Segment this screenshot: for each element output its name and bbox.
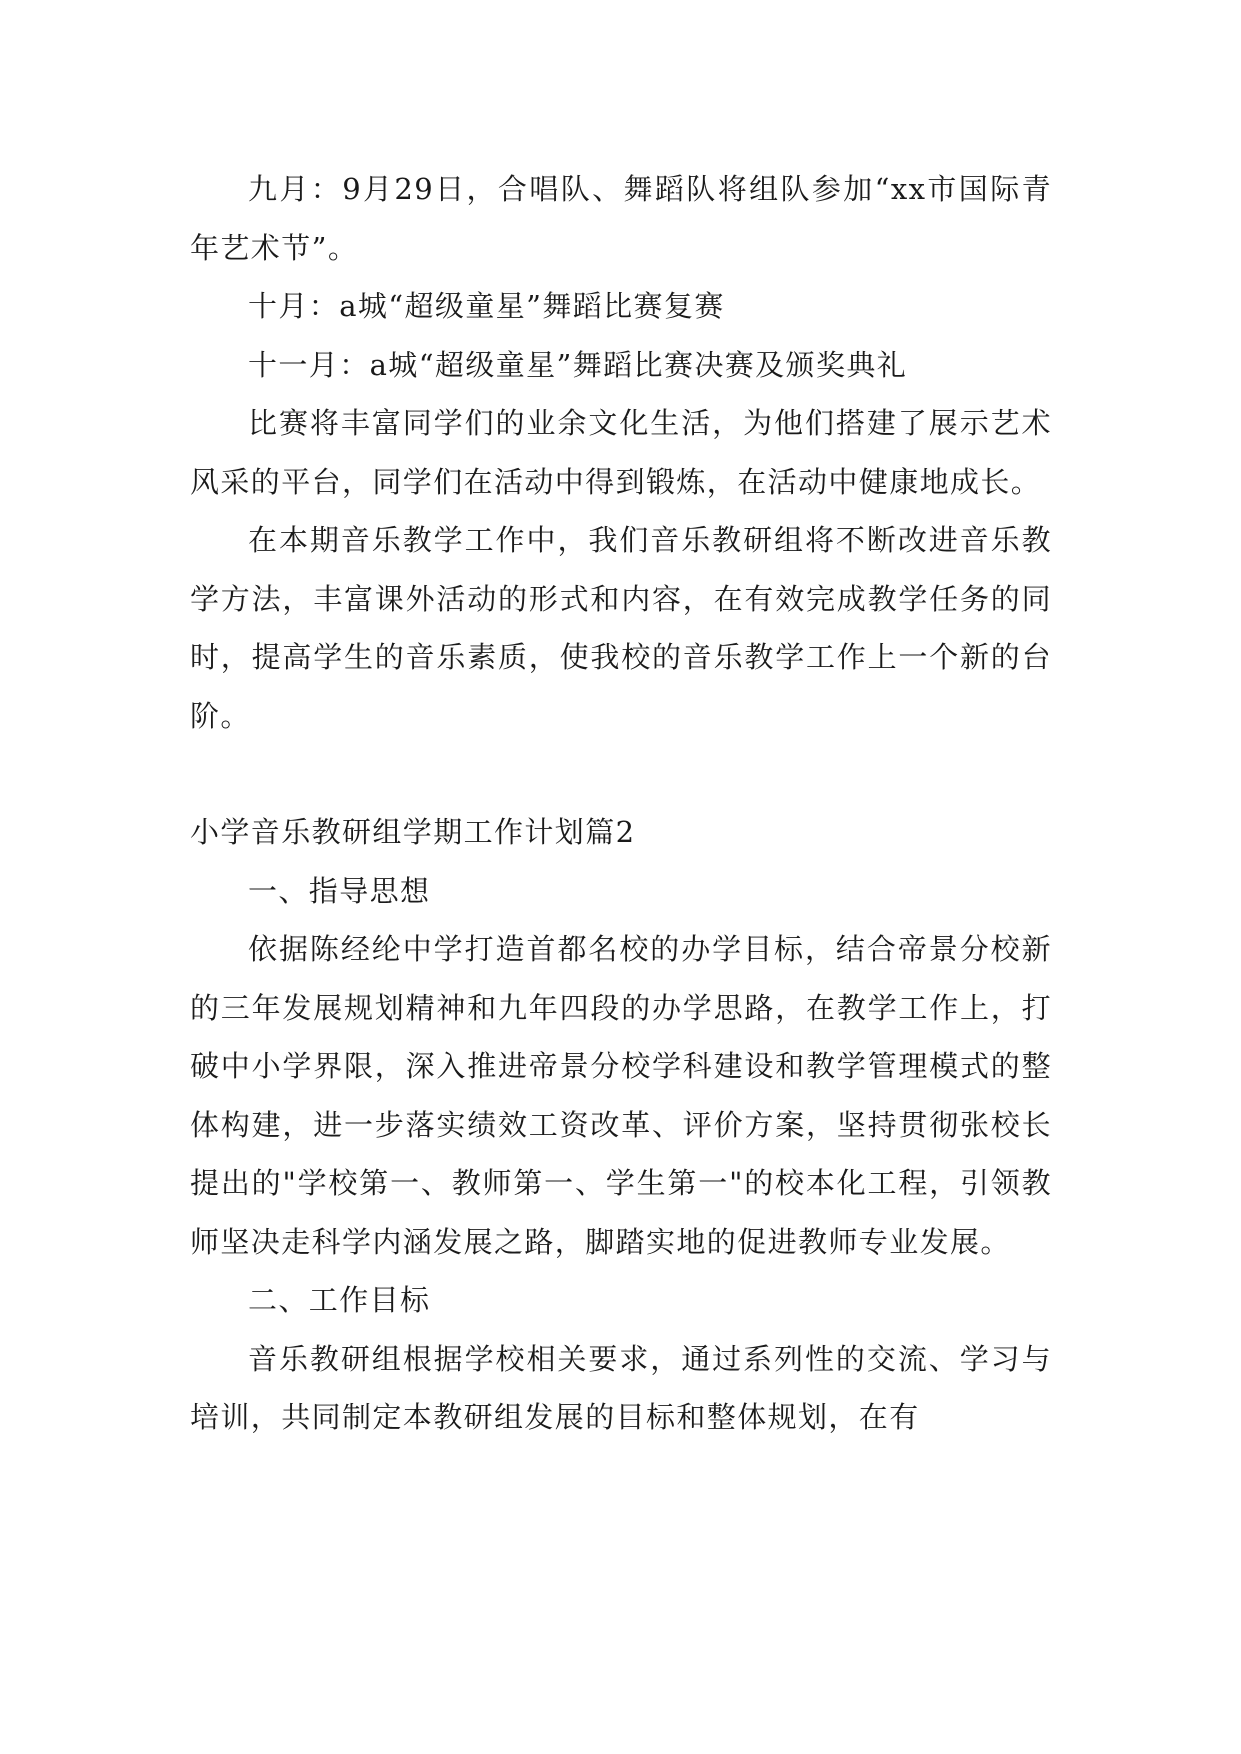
section-title: 小学音乐教研组学期工作计划篇2 [190,815,636,849]
paragraph-work-goals: 音乐教研组根据学校相关要求，通过系列性的交流、学习与培训，共同制定本教研组发展的目标和整体规划，在有 [190,1341,1052,1434]
paragraph-guiding-ideology: 依据陈经纶中学打造首都名校的办学目标，结合帝景分校新的三年发展规划精神和九年四段的办学思路，在教学工作上，打破中小学界限，深入推进帝景分校学科建设和教学管理模式的整体构建，进一步落实绩效工资改革、评价方案，坚持贯彻张校长提出的"学校第一、教师第一、学生第一"的校本化工程，引领教师坚决走科学内涵发展之路，脚踏实地的促进教师专业发展。 [190,932,1052,1259]
section-gap [190,745,1052,803]
paragraph-september: 九月：9月29日，合唱队、舞蹈队将组队参加“xx市国际青年艺术节”。 [190,172,1052,265]
heading-guiding-ideology: 一、指导思想 [248,873,431,908]
document-page [190,160,1052,1447]
paragraph-november: 十一月：a城“超级童星”舞蹈比赛决赛及颁奖典礼 [248,347,908,382]
paragraph-conclusion: 在本期音乐教学工作中，我们音乐教研组将不断改进音乐教学方法，丰富课外活动的形式和内容，在有效完成教学任务的同时，提高学生的音乐素质，使我校的音乐教学工作上一个新的台阶。 [190,523,1052,733]
heading-work-goals: 二、工作目标 [248,1283,431,1317]
paragraph-competition: 比赛将丰富同学们的业余文化生活，为他们搭建了展示艺术风采的平台，同学们在活动中得到锻炼，在活动中健康地成长。 [190,406,1052,499]
paragraph-october: 十月：a城“超级童星”舞蹈比赛复赛 [248,289,725,323]
